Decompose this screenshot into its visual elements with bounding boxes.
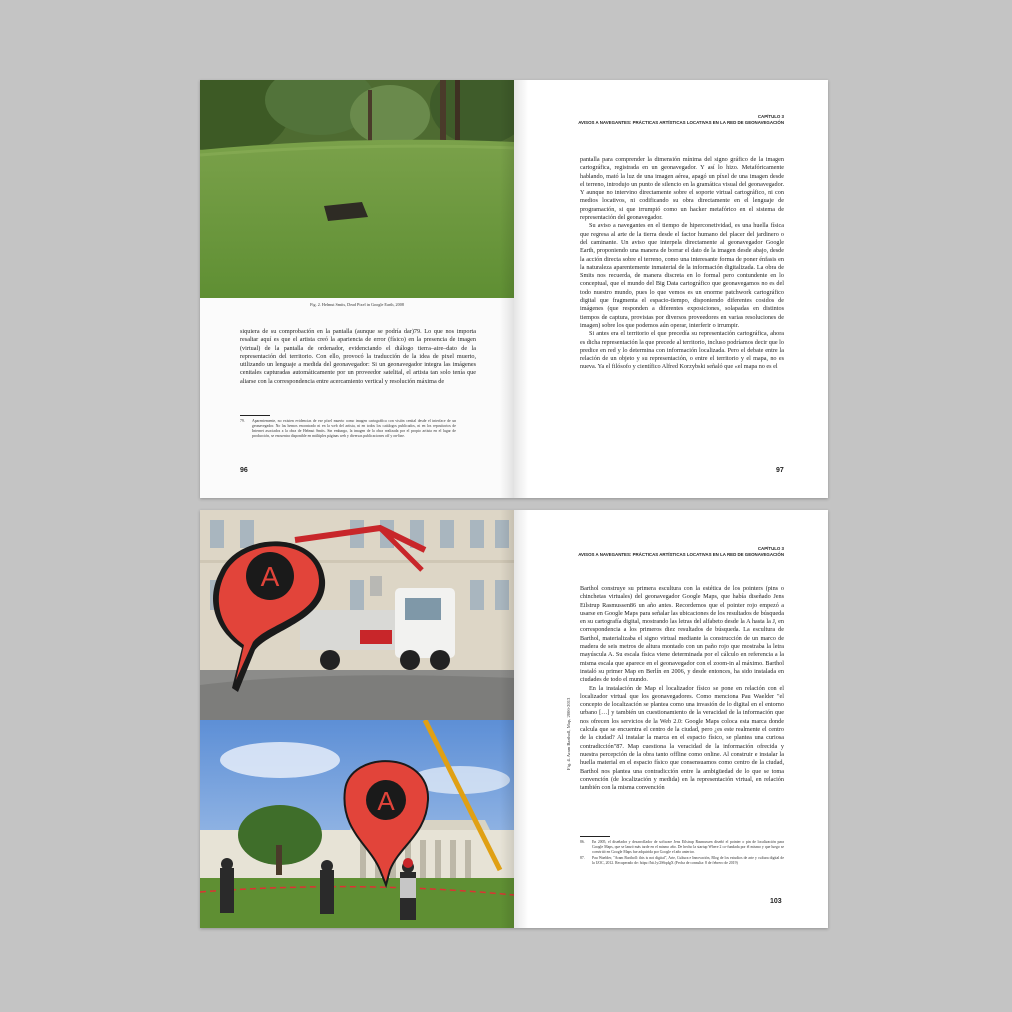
footnote-rule xyxy=(580,836,610,837)
running-head xyxy=(578,546,784,557)
page-photos xyxy=(200,510,514,928)
footnote-number: 87. xyxy=(580,855,585,860)
footnote-number: 86. xyxy=(580,840,585,844)
page-number: 103 xyxy=(770,898,782,905)
svg-text:A: A xyxy=(260,561,280,592)
footnotes-96 xyxy=(240,419,456,440)
side-caption: Fig. 4. Aram Bartholl, Map, 2006-2013 xyxy=(566,697,571,770)
footnote-text: En 2005, el diseñador y desarrollador de software Jens Eilstrup Rasmussen diseñó el pointer o pin de localización para Google Maps, que se lanzó más tarde en el mismo año. De hecho la startup Where 2 co-fundada por él mismo y que luego se convirtió en Google Maps fue adquirida por Google el año anterior. xyxy=(592,840,784,854)
body-text-103 xyxy=(580,585,784,833)
page-number: 96 xyxy=(240,467,248,474)
footnote xyxy=(580,840,784,855)
body-text-97 xyxy=(580,156,784,426)
chapter-label: CAPÍTULO 3 xyxy=(757,114,784,119)
chapter-title: AVISOS A NAVEGANTES: PRÁCTICAS ARTÍSTICAS LOCATIVAS EN LA RED DE GEONAVEGACIÓN xyxy=(578,551,784,557)
photo-pin-in-park xyxy=(200,720,514,928)
paragraph: En la instalación de Map el localizador físico se pone en relación con el localizador virtual que los geonavegadores. Como menciona Pau Waelder "el concepto de localización se plantea como una invasión de lo digital en el entorno urbano […] y también un cuestionamiento de la veracidad de la información que nos ofrecen los servicios de la Web 2.0: Google Maps coloca esta marca donde calcula que se encuentra el centro de la ciudad, pero ¿es este realmente el centro de la ciudad? Al instalar la marca en el espacio físico, se plantea una curiosa contradicción"87. Map cuestiona la veracidad de la información ofrecida y nuestra percepción de la obra tanto offline como online. Al construir e instalar la huella material en el espacio físico que consensuamos como centro de la ciudad, Barthol nos plantea una contradicción entre la ambigüedad de lo que se toma convención (de localización y medida) en la representación virtual, en relación también con la misma convención xyxy=(580,684,784,792)
footnote-number: 79. xyxy=(240,419,245,423)
figure-caption: Fig. 2. Helmut Smits, Dead Pixel in Google Earth, 2008 xyxy=(310,302,404,307)
body-text-96 xyxy=(240,328,476,411)
paragraph: Barthol construye su primera escultura con la estética de los pointers (pins o chinchetas virtuales) del geonavegador Google Maps, que había diseñado Jens Eilstrup Rasmussen86 un año antes. Recordemos que el pointer rojo empezó a usarse en Google Maps para señalar las ubicaciones de los resultados de búsqueda en su cartografía digital, mostrando las letras del alfabeto desde la A hasta la J, en correspondencia a los primeros diez resultados de búsqueda. La escultura de Barthol, materializaba el signo virtual mediante la construcción de un marco de madera de seis metros de altura montado con un paño rojo que mostraba la letra mayúscula A. Su escala física viene determinada por el cálculo en referencia a la misma escala que aparece en el geonavegador con el zoom-in al máximo. Barthol instaló su primer Map en Berlín en 2006, y desde entonces, ha sido instalada en ciudades de todo el mundo. xyxy=(580,585,784,684)
gutter-shadow xyxy=(514,510,528,928)
paragraph: siquiera de su comprobación en la pantalla (aunque se podría dar)79. Lo que nos importa resaltar aquí es que el artista creó la apariencia de error (físico) en la presencia de imagen (virtual) de la pantalla de ordenador, evidenciando el diálogo tierra–aire–dato de la representación del territorio. Con ello, provocó la traducción de la idea de pixel muerto, utilizando un lenguaje a medida del geonavegador: Si un geonavegador integra las imágenes cenitales capturadas automáticamente por un proveedor satelital, el artista tan solo tenía que aliarse con la correspondencia entre acercamiento vertical y resolución máxima de xyxy=(240,328,476,385)
gutter-shadow xyxy=(500,510,514,928)
footnote-text: Aparentemente, no existen evidencias de ese píxel muerto como imagen cartográfica con visión cenital desde el interface de un geonavegador. No las hemos encontrado ni en la web del artista, ni en todos los catálogos publicados, ni en los repositorios de Internet asociados a la obra de Helmut Smits. Sin embargo, la imagen de la obra realizada por el propio artista en el lugar de producción, se encuentra disponible en múltiples páginas web y diversas publicaciones off y on-line. xyxy=(252,419,456,438)
page-number: 97 xyxy=(776,467,784,474)
book-spread-bottom xyxy=(200,510,828,928)
footnote xyxy=(580,856,784,866)
paragraph: pantalla para comprender la dimensión mínima del signo gráfico de la imagen cartográfica, registrada en un geonavegador. Y así lo hizo. Metafóricamente hablando, mató la luz de una imagen aérea, apagó un píxel de una imagen desde el terreno, introdujo un punto de silencio en la gramática visual del geonavegador. Y aunque no intervino directamente sobre el soporte virtual cartográfico, ni con medios locativos, ni codificando su obra directamente en el lenguaje de programación, si que irrumpió como un hacker metafórico en el sistema de representación del geonavegador. xyxy=(580,156,784,222)
truck-photo-graphic xyxy=(200,510,514,720)
chapter-title: AVISOS A NAVEGANTES: PRÁCTICAS ARTÍSTICAS LOCATIVAS EN LA RED DE GEONAVEGACIÓN xyxy=(578,119,784,125)
footnote xyxy=(240,419,456,439)
page-97 xyxy=(514,80,828,498)
paragraph: Su aviso a navegantes en el tiempo de hiperconetividad, es una huella física que regresa al arte de la tierra desde el factor humano del placer del jardinero o del caminante. Un aviso que interpela directamente al geonavegador Google Earth, proponiendo una manera de borrar el dato de la imagen desde abajo, desde la acción directa sobre el terreno, como una interesante forma de poner énfasis en la naturaleza aparentemente inmaterial de la información digitalizada. La obra de Smits nos recuerda, de manera discreta en lo formal pero contundente en lo conceptual, que el mundo del Big Data cartográfico que geonavegamos no es del todo nuestro mundo, pues lo que vemos es un enorme patchwork cartográfico digital que fragmenta el espacio-tiempo, disponiendo diferentes cosidos de imágenes (que responden a diferentes exposiciones, solapadas en distintos tiempos de captura, provistas por diversos proveedores en varias resoluciones de imagen) sobre los que podemos aún operar, interferir o irrumpir. xyxy=(580,222,784,329)
photo-pin-on-truck xyxy=(200,510,514,720)
svg-text:A: A xyxy=(377,786,395,816)
footnote-text: Pau Waelder, "Aram Bartholl: this is not digital", Arte, Cultura e Innovación, Blog de los estudios de arte y cultura digital de la UOC, 2012. Recuperado de: https://bit.ly/2S6qdgX (Fecha de consulta: 8 de febrero de 2019) xyxy=(592,855,784,865)
paragraph: Si antes era el territorio el que precedía su representación cartográfica, ahora es dicha representación la que precede al territorio, incluso podríamos decir que lo predice en red y lo determina con información localizada. Pero el debate entre la relación de un objeto y su representación, o entre el territorio y el mapa, no es nueva. Ya el filósofo y científico Alfred Korzybski señaló que «el mapa no es el xyxy=(580,330,784,371)
gutter-shadow xyxy=(514,80,528,498)
park-photo-graphic xyxy=(200,720,514,928)
page-96 xyxy=(200,80,514,498)
gutter-shadow xyxy=(500,80,514,498)
footnote-rule xyxy=(240,415,270,416)
page-103 xyxy=(514,510,828,928)
photo-dead-pixel-lawn xyxy=(200,80,514,298)
footnotes-103 xyxy=(580,840,784,867)
running-head xyxy=(578,114,784,125)
lawn-photo-graphic xyxy=(200,80,514,298)
chapter-label: CAPÍTULO 3 xyxy=(757,546,784,551)
book-spread-top xyxy=(200,80,828,498)
